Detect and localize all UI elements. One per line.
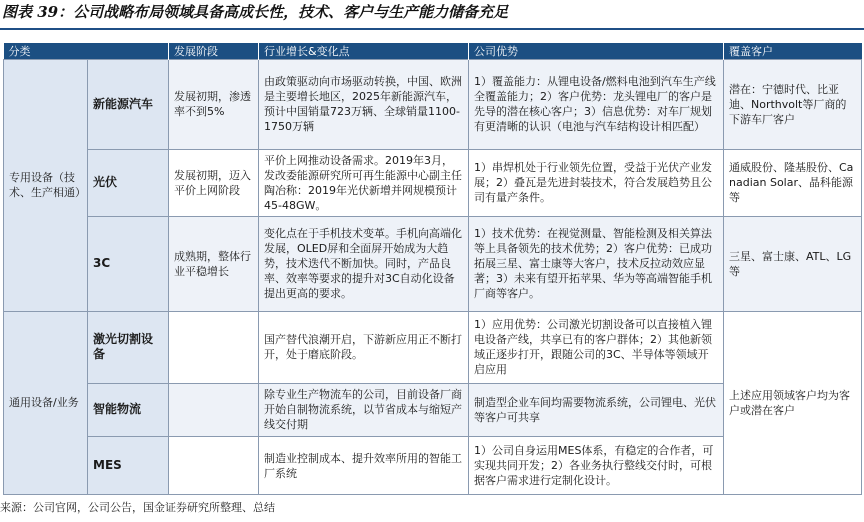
growth-cell: 变化点在于手机技术变革。手机向高端化发展，OLED屏和全面屏开始成为大趋势，技术迭代不断加快。同时，产品良率、效率等要求的提升对3C自动化设备提出更高的要求。 [259, 216, 469, 311]
subcategory-cell: 光伏 [88, 149, 169, 216]
table-header-row [4, 43, 862, 60]
stage-cell [169, 383, 259, 437]
customers-cell: 潜在：宁德时代、比亚迪、Northvolt等厂商的下游车厂客户 [724, 60, 862, 150]
table-row [4, 216, 862, 311]
header-category: 分类 [4, 43, 169, 60]
subcategory-cell: 3C [88, 216, 169, 311]
advantage-cell: 制造型企业车间均需要物流系统，公司锂电、光伏等客户可共享 [469, 383, 724, 437]
table-row [4, 149, 862, 216]
growth-cell: 制造业控制成本、提升效率所用的智能工厂系统 [259, 437, 469, 495]
subcategory-cell: MES [88, 437, 169, 495]
stage-cell [169, 311, 259, 383]
subcategory-cell: 激光切割设备 [88, 311, 169, 383]
advantage-cell: 1）串焊机处于行业领先位置，受益于光伏产业发展；2）叠瓦是先进封装技术，符合发展趋势且公司有量产条件。 [469, 149, 724, 216]
group-general-equipment: 通用设备/业务 [4, 311, 88, 495]
advantage-cell: 1）公司自身运用MES体系，有稳定的合作者，可实现共同开发；2）各业务执行整线交付时，可根据客户需求进行定制化设计。 [469, 437, 724, 495]
figure-title: 图表 39：公司战略布局领域具备高成长性，技术、客户与生产能力储备充足 [2, 3, 509, 21]
growth-cell: 除专业生产物流车的公司，目前设备厂商开始自制物流系统，以节省成本与缩短产线交付期 [259, 383, 469, 437]
customers-cell: 上述应用领域客户均为客户或潜在客户 [724, 311, 862, 495]
table-row [4, 60, 862, 150]
customers-cell: 通威股份、隆基股份、Canadian Solar、晶科能源等 [724, 149, 862, 216]
stage-cell: 成熟期，整体行业平稳增长 [169, 216, 259, 311]
stage-cell: 发展初期，迈入平价上网阶段 [169, 149, 259, 216]
group-special-equipment: 专用设备（技术、生产相通） [4, 60, 88, 312]
header-stage: 发展阶段 [169, 43, 259, 60]
header-advantage: 公司优势 [469, 43, 724, 60]
growth-cell: 平价上网推动设备需求。2019年3月，发改委能源研究所可再生能源中心副主任陶冶称：2019年光伏新增并网规模预计45-48GW。 [259, 149, 469, 216]
growth-cell: 由政策驱动向市场驱动转换，中国、欧洲是主要增长地区，2025年新能源汽车，预计中国销量723万辆、全球销量1100-1750万辆 [259, 60, 469, 150]
table-row [4, 311, 862, 383]
stage-cell: 发展初期，渗透率不到5% [169, 60, 259, 150]
stage-cell [169, 437, 259, 495]
source-note: 来源：公司官网，公司公告，国金证券研究所整理、总结 [0, 501, 275, 514]
subcategory-cell: 新能源汽车 [88, 60, 169, 150]
customers-cell: 三星、富士康、ATL、LG等 [724, 216, 862, 311]
header-growth: 行业增长&变化点 [259, 43, 469, 60]
advantage-cell: 1）覆盖能力：从锂电设备/燃料电池到汽车生产线全覆盖能力；2）客户优势：龙头锂电厂的客户是先导的潜在核心客户；3）信息优势：对车厂规划有更清晰的认识（电池与汽车结构设计相匹配） [469, 60, 724, 150]
advantage-cell: 1）技术优势：在视觉测量、智能检测及相关算法等上具备领先的技术优势；2）客户优势：已成功拓展三星、富士康等大客户，技术反拉动效应显著；3）未来有望开拓苹果、华为等高端智能手机厂商等客户。 [469, 216, 724, 311]
header-customers: 覆盖客户 [724, 43, 862, 60]
advantage-cell: 1）应用优势：公司激光切割设备可以直接植入锂电设备产线，共享已有的客户群体；2）其他新领域正逐步打开，跟随公司的3C、半导体等领域开启应用 [469, 311, 724, 383]
strategy-table [3, 43, 862, 495]
subcategory-cell: 智能物流 [88, 383, 169, 437]
title-rule [0, 28, 864, 30]
growth-cell: 国产替代浪潮开启，下游新应用正不断打开，处于磨底阶段。 [259, 311, 469, 383]
